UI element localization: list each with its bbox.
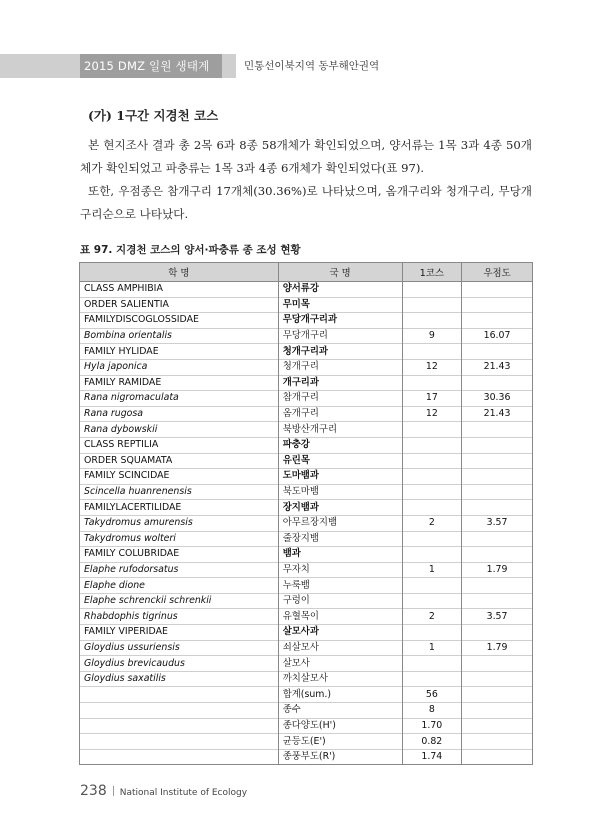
scientific-name-cell: Takydromus amurensis <box>80 515 279 531</box>
dominance-cell <box>462 578 533 594</box>
summary-value-cell: 0.82 <box>402 734 462 750</box>
korean-name-cell: 유혈목이 <box>278 609 402 625</box>
table-row <box>80 500 533 516</box>
count-cell <box>402 375 462 391</box>
korean-name-cell: 참개구리 <box>278 391 402 407</box>
table-row <box>80 313 533 329</box>
header-subtitle: 민통선이북지역 동부해안권역 <box>236 54 614 78</box>
korean-name-cell: 누룩뱀 <box>278 578 402 594</box>
scientific-name-cell: FAMILYLACERTILIDAE <box>80 500 279 516</box>
summary-row <box>80 687 533 703</box>
footer-organization: National Institute of Ecology <box>119 788 248 798</box>
table-row <box>80 547 533 563</box>
summary-row <box>80 703 533 719</box>
count-cell <box>402 484 462 500</box>
dominance-cell <box>462 469 533 485</box>
count-cell <box>402 547 462 563</box>
count-cell <box>402 422 462 438</box>
korean-name-cell: 북도마뱀 <box>278 484 402 500</box>
count-cell: 12 <box>402 406 462 422</box>
dominance-cell <box>462 484 533 500</box>
scientific-name-cell: Rhabdophis tigrinus <box>80 609 279 625</box>
korean-name-cell: 구렁이 <box>278 593 402 609</box>
table-row <box>80 344 533 360</box>
table-row <box>80 375 533 391</box>
scientific-name-cell: Gloydius brevicaudus <box>80 656 279 672</box>
summary-blank-cell <box>80 734 279 750</box>
summary-blank-cell <box>80 687 279 703</box>
header-title: 2015 DMZ 일원 생태계 조사 <box>80 54 222 78</box>
header-korean-name: 국 명 <box>278 263 402 282</box>
dominance-cell <box>462 375 533 391</box>
count-cell: 17 <box>402 391 462 407</box>
scientific-name-cell: FAMILY SCINCIDAE <box>80 469 279 485</box>
korean-name-cell: 개구리과 <box>278 375 402 391</box>
scientific-name-cell: Scincella huanrenensis <box>80 484 279 500</box>
table-row <box>80 282 533 298</box>
dominance-cell <box>462 531 533 547</box>
dominance-cell <box>462 625 533 641</box>
scientific-name-cell: Rana nigromaculata <box>80 391 279 407</box>
table-header-row <box>80 263 533 282</box>
summary-empty-cell <box>462 749 533 765</box>
scientific-name-cell: FAMILY RAMIDAE <box>80 375 279 391</box>
table-body <box>80 282 533 765</box>
count-cell <box>402 593 462 609</box>
dominance-cell <box>462 671 533 687</box>
table-caption: 표 97. 지경천 코스의 양서·파충류 종 조성 현황 <box>80 244 301 256</box>
table-row <box>80 625 533 641</box>
summary-value-cell: 1.74 <box>402 749 462 765</box>
summary-label-cell: 균등도(E') <box>278 734 402 750</box>
scientific-name-cell: FAMILY COLUBRIDAE <box>80 547 279 563</box>
summary-blank-cell <box>80 718 279 734</box>
summary-empty-cell <box>462 703 533 719</box>
scientific-name-cell: Gloydius saxatilis <box>80 671 279 687</box>
scientific-name-cell: Elaphe rufodorsatus <box>80 562 279 578</box>
table-row <box>80 515 533 531</box>
korean-name-cell: 뱀과 <box>278 547 402 563</box>
korean-name-cell: 옴개구리 <box>278 406 402 422</box>
count-cell <box>402 625 462 641</box>
summary-empty-cell <box>462 687 533 703</box>
table-row <box>80 437 533 453</box>
dominance-cell <box>462 313 533 329</box>
scientific-name-cell: ORDER SALIENTIA <box>80 297 279 313</box>
table-row <box>80 297 533 313</box>
scientific-name-cell: Elaphe schrenckii schrenkii <box>80 593 279 609</box>
dominance-cell: 16.07 <box>462 328 533 344</box>
header-course-count: 1코스 <box>402 263 462 282</box>
table-row <box>80 609 533 625</box>
summary-blank-cell <box>80 749 279 765</box>
scientific-name-cell: CLASS AMPHIBIA <box>80 282 279 298</box>
count-cell <box>402 578 462 594</box>
summary-blank-cell <box>80 703 279 719</box>
section-heading: (가) 1구간 지경천 코스 <box>88 108 219 123</box>
scientific-name-cell: FAMILYDISCOGLOSSIDAE <box>80 313 279 329</box>
dominance-cell <box>462 500 533 516</box>
running-header <box>0 54 614 97</box>
scientific-name-cell: CLASS REPTILIA <box>80 437 279 453</box>
count-cell: 1 <box>402 640 462 656</box>
paragraph-2: 또한, 우점종은 참개구리 17개체(30.36%)로 나타났으며, 옴개구리와 청개구리, 무당개구리순으로 나타났다. <box>80 184 532 221</box>
dominance-cell <box>462 344 533 360</box>
paragraph-1: 본 현지조사 결과 총 2목 6과 8종 58개체가 확인되었으며, 양서류는 1목 3과 4종 50개체가 확인되었고 파충류는 1목 3과 4종 6개체가 확인되었다(표 97). <box>80 138 532 175</box>
scientific-name-cell: ORDER SQUAMATA <box>80 453 279 469</box>
count-cell <box>402 469 462 485</box>
dominance-cell: 1.79 <box>462 562 533 578</box>
scientific-name-cell: Rana rugosa <box>80 406 279 422</box>
count-cell: 2 <box>402 609 462 625</box>
dominance-cell: 30.36 <box>462 391 533 407</box>
summary-value-cell: 8 <box>402 703 462 719</box>
page-number: 238 <box>80 783 107 799</box>
korean-name-cell: 살모사 <box>278 656 402 672</box>
page-footer <box>80 780 247 799</box>
korean-name-cell: 청개구리 <box>278 359 402 375</box>
korean-name-cell: 도마뱀과 <box>278 469 402 485</box>
dominance-cell: 3.57 <box>462 515 533 531</box>
dominance-cell: 3.57 <box>462 609 533 625</box>
summary-value-cell: 56 <box>402 687 462 703</box>
scientific-name-cell: FAMILY VIPERIDAE <box>80 625 279 641</box>
dominance-cell: 1.79 <box>462 640 533 656</box>
korean-name-cell: 양서류강 <box>278 282 402 298</box>
count-cell: 1 <box>402 562 462 578</box>
table-row <box>80 484 533 500</box>
korean-name-cell: 줄장지뱀 <box>278 531 402 547</box>
species-table <box>79 262 533 765</box>
count-cell: 9 <box>402 328 462 344</box>
summary-row <box>80 718 533 734</box>
header-dominance: 우점도 <box>462 263 533 282</box>
table-row <box>80 406 533 422</box>
table-row <box>80 469 533 485</box>
summary-value-cell: 1.70 <box>402 718 462 734</box>
count-cell <box>402 282 462 298</box>
dominance-cell <box>462 437 533 453</box>
table-row <box>80 578 533 594</box>
scientific-name-cell: Bombina orientalis <box>80 328 279 344</box>
count-cell <box>402 453 462 469</box>
scientific-name-cell: Rana dybowskii <box>80 422 279 438</box>
count-cell <box>402 437 462 453</box>
table-row <box>80 593 533 609</box>
summary-label-cell: 종풍부도(R') <box>278 749 402 765</box>
korean-name-cell: 무당개구리과 <box>278 313 402 329</box>
header-scientific-name: 학 명 <box>80 263 279 282</box>
summary-label-cell: 합계(sum.) <box>278 687 402 703</box>
scientific-name-cell: Takydromus wolteri <box>80 531 279 547</box>
summary-label-cell: 종수 <box>278 703 402 719</box>
korean-name-cell: 아무르장지뱀 <box>278 515 402 531</box>
korean-name-cell: 청개구리과 <box>278 344 402 360</box>
scientific-name-cell: Hyla japonica <box>80 359 279 375</box>
table-row <box>80 531 533 547</box>
count-cell <box>402 671 462 687</box>
table-row <box>80 391 533 407</box>
korean-name-cell: 유린목 <box>278 453 402 469</box>
dominance-cell <box>462 547 533 563</box>
count-cell: 2 <box>402 515 462 531</box>
korean-name-cell: 살모사과 <box>278 625 402 641</box>
count-cell <box>402 500 462 516</box>
table-row <box>80 562 533 578</box>
count-cell <box>402 656 462 672</box>
korean-name-cell: 까치살모사 <box>278 671 402 687</box>
scientific-name-cell: Elaphe dione <box>80 578 279 594</box>
dominance-cell: 21.43 <box>462 359 533 375</box>
footer-divider <box>113 786 114 796</box>
table-row <box>80 671 533 687</box>
count-cell <box>402 344 462 360</box>
dominance-cell <box>462 422 533 438</box>
table-row <box>80 656 533 672</box>
korean-name-cell: 쇠살모사 <box>278 640 402 656</box>
summary-label-cell: 종다양도(H') <box>278 718 402 734</box>
dominance-cell: 21.43 <box>462 406 533 422</box>
scientific-name-cell: Gloydius ussuriensis <box>80 640 279 656</box>
dominance-cell <box>462 297 533 313</box>
dominance-cell <box>462 593 533 609</box>
count-cell <box>402 531 462 547</box>
summary-row <box>80 749 533 765</box>
scientific-name-cell: FAMILY HYLIDAE <box>80 344 279 360</box>
korean-name-cell: 장지뱀과 <box>278 500 402 516</box>
dominance-cell <box>462 282 533 298</box>
summary-empty-cell <box>462 718 533 734</box>
korean-name-cell: 무당개구리 <box>278 328 402 344</box>
count-cell <box>402 297 462 313</box>
table-row <box>80 359 533 375</box>
summary-row <box>80 734 533 750</box>
korean-name-cell: 무미목 <box>278 297 402 313</box>
table-row <box>80 422 533 438</box>
table-row <box>80 453 533 469</box>
table-row <box>80 640 533 656</box>
dominance-cell <box>462 453 533 469</box>
korean-name-cell: 파충강 <box>278 437 402 453</box>
count-cell: 12 <box>402 359 462 375</box>
summary-empty-cell <box>462 734 533 750</box>
dominance-cell <box>462 656 533 672</box>
korean-name-cell: 무자치 <box>278 562 402 578</box>
table-row <box>80 328 533 344</box>
korean-name-cell: 북방산개구리 <box>278 422 402 438</box>
count-cell <box>402 313 462 329</box>
